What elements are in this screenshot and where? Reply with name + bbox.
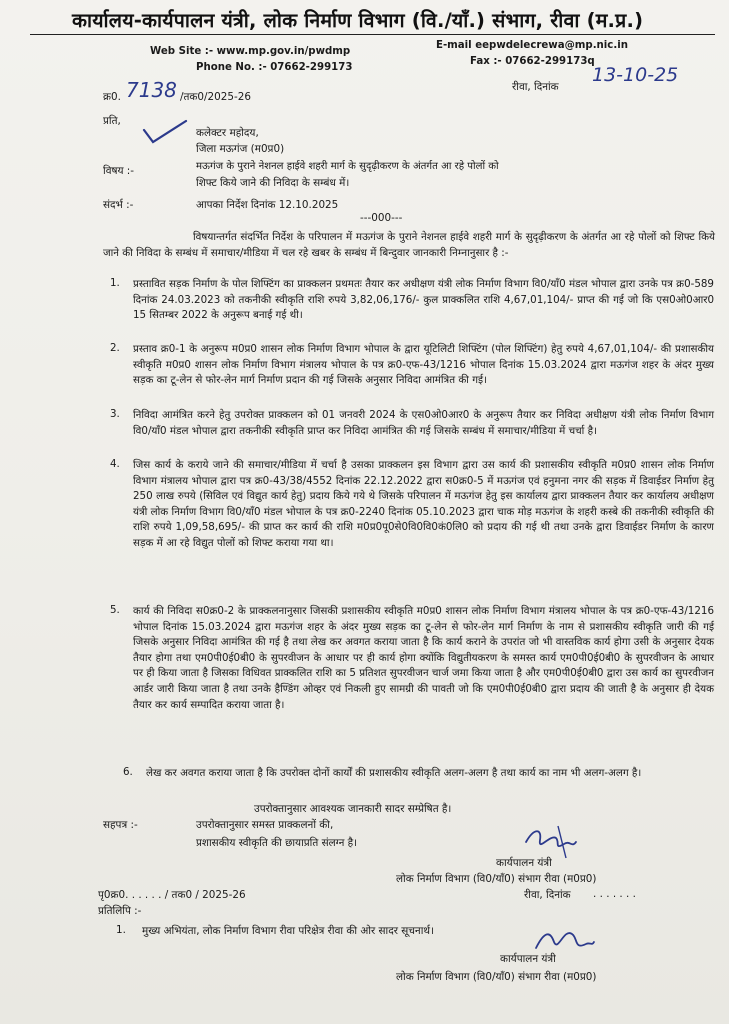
- phone-number: Phone No. :- 07662-299173: [196, 62, 353, 73]
- signature-2-designation: कार्यपालन यंत्री: [500, 953, 556, 965]
- point-1-text: प्रस्तावित सड़क निर्माण के पोल शिफ्टिंग का प्राक्कलन प्रथमतः तैयार कर अधीक्षण यंत्री लोक निर्माण विभाग वि0/याँ0 मंडल भोपाल द्वारा उनके पत्र क्र0-589 दिनांक 24.03.2023 को तकनीकी स्वीकृति राशि रुपये 3,82,06,176/- कुल प्राक्कलित राशि 4,67,01,104/- प्राप्त की गई जो कि एस0ओ0आर0 15 सितम्बर 2022 के अनुरूप बनाई गई थी।: [133, 278, 714, 322]
- signature-1-date-dots: . . . . . . .: [593, 888, 636, 900]
- subject-label: विषय :-: [103, 165, 135, 177]
- reference-text: आपका निर्देश दिनांक 12.10.2025: [196, 199, 339, 211]
- office-title: कार्यालय-कार्यपालन यंत्री, लोक निर्माण विभाग (वि./याँ.) संभाग, रीवा (म.प्र.): [72, 9, 644, 32]
- fax-number: Fax :- 07662-299173q: [470, 56, 595, 67]
- signature-1-place-date: रीवा, दिनांक: [524, 889, 571, 901]
- tick-mark-icon: [140, 118, 190, 146]
- subject-line-2: शिफ्ट किये जाने की निविदा के सम्बंध में।: [196, 177, 350, 189]
- endorsement-ref: पृ0क्र0. . . . . . / तक0 / 2025-26: [98, 889, 246, 901]
- point-3-text: निविदा आमंत्रित करने हेतु उपरोक्त प्राक्कलन को 01 जनवरी 2024 के एस0ओ0आर0 के अनुरूप तैयार कर निविदा अधीक्षण यंत्री लोक निर्माण विभाग वि0/याँ0 मंडल भोपाल द्वारा तकनीकी स्वीकृति प्राप्त कर निविदा आमंत्रित की गई जिसके सम्बंध में समाचार/मीडिया में चर्चा है।: [133, 409, 714, 437]
- signature-2-office: लोक निर्माण विभाग (वि0/याँ0) संभाग रीवा (म0प्र0): [396, 971, 597, 983]
- letter-suffix: /तक0/2025-26: [180, 91, 251, 103]
- point-4-number: 4.: [110, 458, 120, 470]
- point-5-number: 5.: [110, 604, 120, 616]
- enclosure-label: सहपत्र :-: [103, 819, 138, 831]
- point-1-number: 1.: [110, 277, 120, 289]
- signature-1-designation: कार्यपालन यंत्री: [496, 857, 552, 869]
- intro-paragraph: विषयान्तर्गत संदर्भित निर्देश के परिपालन में मऊगंज के पुराने नेशनल हाईवे शहरी मार्ग के सुदृढ़ीकरण के अंतर्गत आ रहे पोलों को शिफ्ट किये जाने की निविदा के सम्बंध में समाचार/मीडिया में चल रहे खबर के सम्बंध में बिन्दुवार जानकारी निम्नानुसार है :-: [103, 231, 715, 259]
- enclosure-line-2: प्रशासकीय स्वीकृति की छायाप्रति संलग्न है।: [196, 837, 358, 849]
- letter-date-handwritten: 13-10-25: [592, 64, 679, 86]
- place-date-label: रीवा, दिनांक: [512, 81, 559, 93]
- point-6-text: लेख कर अवगत कराया जाता है कि उपरोक्त दोनों कार्यों की प्रशासकीय स्वीकृति अलग-अलग है तथा कार्य का नाम भी अलग-अलग है।: [146, 767, 642, 779]
- enclosure-line-1: उपरोक्तानुसार समस्त प्राक्कलनों की,: [196, 819, 334, 831]
- point-3-number: 3.: [110, 408, 120, 420]
- point-2-text: प्रस्ताव क्र0-1 के अनुरूप म0प्र0 शासन लोक निर्माण विभाग भोपाल के द्वारा यूटिलिटी शिफ्टिंग (पोल शिफ्टिंग) हेतु रुपये 4,67,01,104/- की प्रशासकीय स्वीकृति म0प्र0 शासन लोक निर्माण विभाग मंत्रालय भोपाल के पत्र क्र0-एफ-43/1216 भोपाल दिनांक 15.03.2024 द्वारा मऊगंज शहर के अंदर मुख्य सड़क का टू-लेन से फोर-लेन मार्ग निर्माण प्रदान की गई जिसके अनुसार निविदा आमंत्रित की गई।: [133, 343, 714, 387]
- point-6-number: 6.: [123, 766, 133, 778]
- signature-1-office: लोक निर्माण विभाग (वि0/याँ0) संभाग रीवा (म0प्र0): [396, 873, 597, 885]
- point-5-text: कार्य की निविदा स0क्र0-2 के प्राक्कलनानुसार जिसकी प्रशासकीय स्वीकृति म0प्र0 शासन लोक निर्माण विभाग मंत्रालय भोपाल के पत्र क्र0-एफ-43/1216 भोपाल दिनांक 15.03.2024 द्वारा मऊगंज शहर के अंदर मुख्य सड़क का टू-लेन से फोर-लेन मार्ग निर्माण के नाम से प्रशासकीय स्वीकृति जारी की गई जिसके अनुसार निविदा आमंत्रित की गई है तथा लेख कर अवगत कराया जाता है कि कार्य कराने के उपरांत जो भी वास्तविक कार्य होगा उसी के अनुसार देयक तैयार होगा तथा एम0पी0ई0बी0 के सुपरवीजन के आधार पर ही कार्य होगा क्योंकि विद्युतीयकरण के समस्त कार्य एम0पी0ई0बी0 के सुपरवीजन के आधार पर ही किया जाता है जिसका विधिवत प्राक्कलित राशि का 5 प्रतिशत सुपरवीजन चार्ज जमा किया जाता है और एम0पी0ई0बी0 द्वारा उस कार्य का सुपरवीजन आर्डर जारी किया जाता है तथा उनके हैण्डिंग ओव्हर एवं निकली हुए सामग्री की पावती जो कि एम0पी0ई0बी0 द्वारा प्रदाय की जाती है के अनुसार ही देयक तैयार कर कार्य सम्पादित कराया जाता है।: [133, 605, 715, 711]
- email: E-mail eepwdelecrewa@mp.nic.in: [436, 40, 628, 51]
- addressee-line-1: कलेक्टर महोदय,: [196, 127, 259, 139]
- reference-separator: ---000---: [360, 212, 403, 224]
- header-rule: [30, 34, 715, 35]
- addressee-line-2: जिला मऊगंज (म0प्र0): [196, 143, 285, 155]
- letter-number-handwritten: 7138: [126, 78, 177, 102]
- copy-item-number: 1.: [116, 924, 126, 936]
- closing-line: उपरोक्तानुसार आवश्यक जानकारी सादर सम्प्रेषित है।: [254, 803, 452, 815]
- copy-item-text: मुख्य अभियंता, लोक निर्माण विभाग रीवा परिक्षेत्र रीवा की ओर सादर सूचनार्थ।: [142, 925, 434, 937]
- prati-label: प्रति,: [103, 115, 121, 127]
- point-2-number: 2.: [110, 342, 120, 354]
- copy-label: प्रतिलिपि :-: [98, 905, 142, 917]
- point-4-text: जिस कार्य के कराये जाने की समाचार/मीडिया में चर्चा है उसका प्राक्कलन इस विभाग द्वारा उस कार्य की प्रशासकीय स्वीकृति म0प्र0 शासन लोक निर्माण विभाग मंत्रालय भोपाल द्वारा पत्र क्र0-43/38/4552 दिनांक 22.12.2022 द्वारा स0क्र0-5 में मऊगंज एवं हनुमना नगर की सड़क में डिवाईडर निर्माण हेतु 250 लाख रुपये (सिविल एवं विद्युत कार्य हेतु) प्रदाय किये गये थे जिसके परिपालन में मऊगंज हेतु इस कार्यालय द्वारा प्राक्कलन तैयार कर कार्यालय अधीक्षण यंत्री लोक निर्माण विभाग वि0/याँ0 मंडल भोपाल के पत्र क्र0-2240 दिनांक 05.10.2023 द्वारा चाक मोड़ मऊगंज के शहरी कस्बे की तकनीकी स्वीकृति की राशि रुपये 1,09,58,695/- की प्राप्त कर कार्य की राशि म0प्र0पू0से0वि0वि0कं0लि0 को प्रदाय की गई थी तथा उनके द्वारा डिवाईडर निर्माण के कारण सड़क में आ रहे विद्युत पोलों को शिफ्ट कराया गया था।: [133, 459, 714, 549]
- letter-prefix: क्र0.: [103, 91, 121, 103]
- reference-label: संदर्भ :-: [103, 199, 134, 211]
- website: Web Site :- www.mp.gov.in/pwdmp: [150, 46, 351, 57]
- subject-line-1: मऊगंज के पुराने नेशनल हाईवे शहरी मार्ग के सुदृढ़ीकरण के अंतर्गत आ रहे पोलों को: [196, 161, 499, 172]
